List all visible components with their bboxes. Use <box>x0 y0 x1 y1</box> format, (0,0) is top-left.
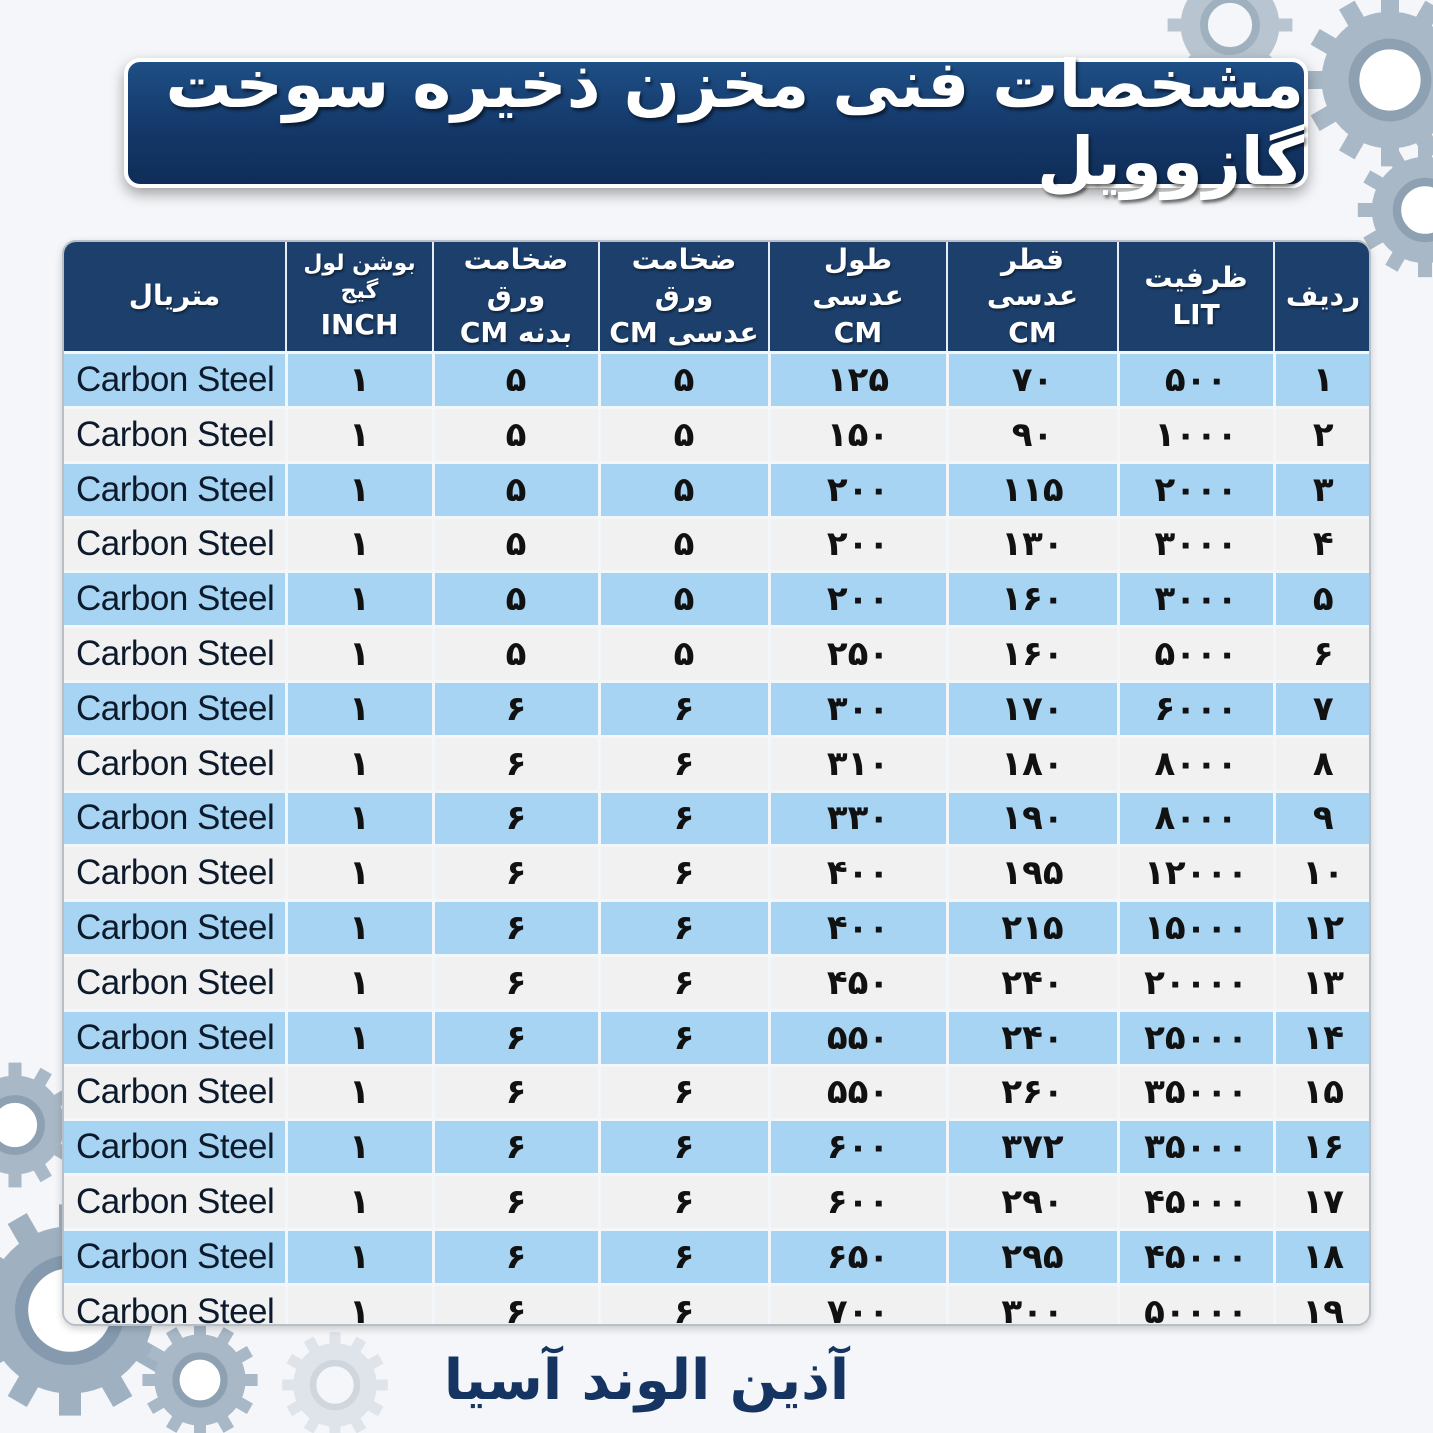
cell-material: Carbon Steel <box>64 901 286 956</box>
cell-socket: ۱ <box>286 407 433 462</box>
cell-socket: ۱ <box>286 1229 433 1284</box>
cell-socket: ۱ <box>286 955 433 1010</box>
cell-socket: ۱ <box>286 1175 433 1230</box>
cell-head-thk: ۶ <box>599 1120 769 1175</box>
cell-socket: ۱ <box>286 736 433 791</box>
cell-diameter: ۱۷۰ <box>947 681 1118 736</box>
cell-row: ۳ <box>1274 462 1371 517</box>
cell-capacity: ۴۵۰۰۰ <box>1118 1175 1274 1230</box>
table-row <box>64 1175 1371 1230</box>
cell-head-thk: ۵ <box>599 517 769 572</box>
cell-body-thk: ۵ <box>433 572 599 627</box>
cell-socket: ۱ <box>286 1120 433 1175</box>
col-header-head-thickness: ضخامت ورق عدسی CM <box>599 242 769 353</box>
cell-body-thk: ۶ <box>433 791 599 846</box>
cell-material: Carbon Steel <box>64 846 286 901</box>
cell-head-thk: ۵ <box>599 627 769 682</box>
cell-row: ۱ <box>1274 353 1371 408</box>
cell-body-thk: ۵ <box>433 462 599 517</box>
cell-capacity: ۱۵۰۰۰ <box>1118 901 1274 956</box>
cell-row: ۱۸ <box>1274 1229 1371 1284</box>
cell-material: Carbon Steel <box>64 955 286 1010</box>
cell-capacity: ۸۰۰۰ <box>1118 791 1274 846</box>
table-row <box>64 736 1371 791</box>
table-row <box>64 1284 1371 1326</box>
cell-head-thk: ۵ <box>599 407 769 462</box>
table-row <box>64 791 1371 846</box>
specs-table <box>62 240 1371 1326</box>
cell-capacity: ۵۰۰ <box>1118 353 1274 408</box>
cell-capacity: ۲۰۰۰۰ <box>1118 955 1274 1010</box>
cell-material: Carbon Steel <box>64 627 286 682</box>
cell-row: ۵ <box>1274 572 1371 627</box>
cell-length: ۴۵۰ <box>769 955 947 1010</box>
cell-row: ۱۶ <box>1274 1120 1371 1175</box>
cell-socket: ۱ <box>286 1065 433 1120</box>
cell-row: ۱۵ <box>1274 1065 1371 1120</box>
cell-head-thk: ۶ <box>599 1284 769 1326</box>
cell-head-thk: ۶ <box>599 1065 769 1120</box>
cell-body-thk: ۶ <box>433 736 599 791</box>
cell-material: Carbon Steel <box>64 1175 286 1230</box>
cell-capacity: ۸۰۰۰ <box>1118 736 1274 791</box>
cell-body-thk: ۵ <box>433 407 599 462</box>
cell-diameter: ۱۶۰ <box>947 627 1118 682</box>
cell-material: Carbon Steel <box>64 1065 286 1120</box>
cell-diameter: ۲۹۵ <box>947 1229 1118 1284</box>
page-title: مشخصات فنی مخزن ذخیره سوخت گازوویل <box>165 46 1304 200</box>
cell-socket: ۱ <box>286 462 433 517</box>
cell-row: ۱۹ <box>1274 1284 1371 1326</box>
table-header-row <box>64 242 1371 353</box>
cell-row: ۹ <box>1274 791 1371 846</box>
brand-name: آذین الوند آسیا <box>443 1347 850 1413</box>
cell-socket: ۱ <box>286 791 433 846</box>
table-row <box>64 955 1371 1010</box>
cell-diameter: ۱۳۰ <box>947 517 1118 572</box>
cell-capacity: ۳۵۰۰۰ <box>1118 1120 1274 1175</box>
cell-capacity: ۳۰۰۰ <box>1118 572 1274 627</box>
cell-socket: ۱ <box>286 517 433 572</box>
cell-head-thk: ۵ <box>599 353 769 408</box>
cell-diameter: ۳۷۲ <box>947 1120 1118 1175</box>
table-row <box>64 572 1371 627</box>
cell-material: Carbon Steel <box>64 736 286 791</box>
col-header-level-gauge-socket: بوشن لول گیج INCH <box>286 242 433 353</box>
cell-capacity: ۴۵۰۰۰ <box>1118 1229 1274 1284</box>
cell-head-thk: ۵ <box>599 572 769 627</box>
table-row <box>64 681 1371 736</box>
cell-material: Carbon Steel <box>64 1010 286 1065</box>
cell-socket: ۱ <box>286 846 433 901</box>
cell-diameter: ۲۱۵ <box>947 901 1118 956</box>
cell-row: ۱۰ <box>1274 846 1371 901</box>
cell-body-thk: ۶ <box>433 1175 599 1230</box>
cell-head-thk: ۵ <box>599 462 769 517</box>
col-header-length: طول عدسی CM <box>769 242 947 353</box>
cell-body-thk: ۵ <box>433 627 599 682</box>
col-header-body-thickness: ضخامت ورق بدنه CM <box>433 242 599 353</box>
table-row <box>64 901 1371 956</box>
cell-body-thk: ۶ <box>433 1229 599 1284</box>
cell-material: Carbon Steel <box>64 353 286 408</box>
col-header-capacity: ظرفیت LIT <box>1118 242 1274 353</box>
cell-diameter: ۳۰۰ <box>947 1284 1118 1326</box>
cell-body-thk: ۶ <box>433 1120 599 1175</box>
table-row <box>64 1120 1371 1175</box>
cell-row: ۱۷ <box>1274 1175 1371 1230</box>
table-row <box>64 1010 1371 1065</box>
cell-body-thk: ۶ <box>433 681 599 736</box>
cell-head-thk: ۶ <box>599 681 769 736</box>
col-header-diameter: قطر عدسی CM <box>947 242 1118 353</box>
cell-length: ۴۰۰ <box>769 901 947 956</box>
cell-socket: ۱ <box>286 1284 433 1326</box>
cell-diameter: ۱۹۵ <box>947 846 1118 901</box>
cell-row: ۱۴ <box>1274 1010 1371 1065</box>
cell-material: Carbon Steel <box>64 517 286 572</box>
cell-diameter: ۷۰ <box>947 353 1118 408</box>
cell-length: ۲۵۰ <box>769 627 947 682</box>
cell-socket: ۱ <box>286 1010 433 1065</box>
col-header-row: ردیف <box>1274 242 1371 353</box>
cell-length: ۳۰۰ <box>769 681 947 736</box>
cell-length: ۲۰۰ <box>769 572 947 627</box>
cell-material: Carbon Steel <box>64 791 286 846</box>
table-row <box>64 846 1371 901</box>
cell-row: ۶ <box>1274 627 1371 682</box>
cell-diameter: ۱۹۰ <box>947 791 1118 846</box>
cell-capacity: ۱۰۰۰ <box>1118 407 1274 462</box>
table-row <box>64 353 1371 408</box>
cell-row: ۸ <box>1274 736 1371 791</box>
cell-diameter: ۲۶۰ <box>947 1065 1118 1120</box>
cell-head-thk: ۶ <box>599 1010 769 1065</box>
cell-length: ۵۵۰ <box>769 1065 947 1120</box>
cell-material: Carbon Steel <box>64 1284 286 1326</box>
cell-length: ۶۰۰ <box>769 1120 947 1175</box>
cell-body-thk: ۶ <box>433 1010 599 1065</box>
table-row <box>64 1065 1371 1120</box>
table-row <box>64 462 1371 517</box>
cell-capacity: ۵۰۰۰ <box>1118 627 1274 682</box>
cell-length: ۳۳۰ <box>769 791 947 846</box>
cell-length: ۶۵۰ <box>769 1229 947 1284</box>
table-row <box>64 1229 1371 1284</box>
cell-row: ۱۲ <box>1274 901 1371 956</box>
cell-capacity: ۳۰۰۰ <box>1118 517 1274 572</box>
cell-diameter: ۲۴۰ <box>947 955 1118 1010</box>
cell-row: ۱۳ <box>1274 955 1371 1010</box>
cell-socket: ۱ <box>286 627 433 682</box>
cell-diameter: ۲۴۰ <box>947 1010 1118 1065</box>
cell-capacity: ۲۵۰۰۰ <box>1118 1010 1274 1065</box>
title-banner <box>124 46 1308 200</box>
col-header-material: متریال <box>128 279 221 313</box>
cell-capacity: ۱۲۰۰۰ <box>1118 846 1274 901</box>
cell-diameter: ۹۰ <box>947 407 1118 462</box>
cell-socket: ۱ <box>286 353 433 408</box>
table-row <box>64 627 1371 682</box>
cell-head-thk: ۶ <box>599 1175 769 1230</box>
cell-diameter: ۱۸۰ <box>947 736 1118 791</box>
cell-body-thk: ۶ <box>433 955 599 1010</box>
cell-length: ۴۰۰ <box>769 846 947 901</box>
cell-capacity: ۶۰۰۰ <box>1118 681 1274 736</box>
cell-material: Carbon Steel <box>64 572 286 627</box>
cell-capacity: ۳۵۰۰۰ <box>1118 1065 1274 1120</box>
cell-head-thk: ۶ <box>599 901 769 956</box>
cell-material: Carbon Steel <box>64 462 286 517</box>
cell-head-thk: ۶ <box>599 736 769 791</box>
cell-diameter: ۱۱۵ <box>947 462 1118 517</box>
cell-body-thk: ۶ <box>433 1284 599 1326</box>
cell-length: ۷۰۰ <box>769 1284 947 1326</box>
cell-head-thk: ۶ <box>599 1229 769 1284</box>
cell-head-thk: ۶ <box>599 846 769 901</box>
cell-material: Carbon Steel <box>64 1229 286 1284</box>
table-row <box>64 517 1371 572</box>
cell-socket: ۱ <box>286 901 433 956</box>
cell-length: ۲۰۰ <box>769 462 947 517</box>
cell-row: ۴ <box>1274 517 1371 572</box>
cell-body-thk: ۶ <box>433 1065 599 1120</box>
cell-material: Carbon Steel <box>64 1120 286 1175</box>
cell-capacity: ۲۰۰۰ <box>1118 462 1274 517</box>
brand-footer <box>0 1340 1433 1420</box>
cell-socket: ۱ <box>286 572 433 627</box>
cell-material: Carbon Steel <box>64 407 286 462</box>
cell-length: ۱۲۵ <box>769 353 947 408</box>
cell-socket: ۱ <box>286 681 433 736</box>
cell-row: ۲ <box>1274 407 1371 462</box>
cell-body-thk: ۶ <box>433 901 599 956</box>
cell-length: ۳۱۰ <box>769 736 947 791</box>
cell-body-thk: ۵ <box>433 517 599 572</box>
cell-length: ۲۰۰ <box>769 517 947 572</box>
table-row <box>64 407 1371 462</box>
cell-length: ۱۵۰ <box>769 407 947 462</box>
cell-diameter: ۱۶۰ <box>947 572 1118 627</box>
cell-capacity: ۵۰۰۰۰ <box>1118 1284 1274 1326</box>
cell-head-thk: ۶ <box>599 791 769 846</box>
cell-length: ۵۵۰ <box>769 1010 947 1065</box>
cell-diameter: ۲۹۰ <box>947 1175 1118 1230</box>
cell-body-thk: ۶ <box>433 846 599 901</box>
cell-body-thk: ۵ <box>433 353 599 408</box>
cell-material: Carbon Steel <box>64 681 286 736</box>
cell-length: ۶۰۰ <box>769 1175 947 1230</box>
cell-row: ۷ <box>1274 681 1371 736</box>
cell-head-thk: ۶ <box>599 955 769 1010</box>
